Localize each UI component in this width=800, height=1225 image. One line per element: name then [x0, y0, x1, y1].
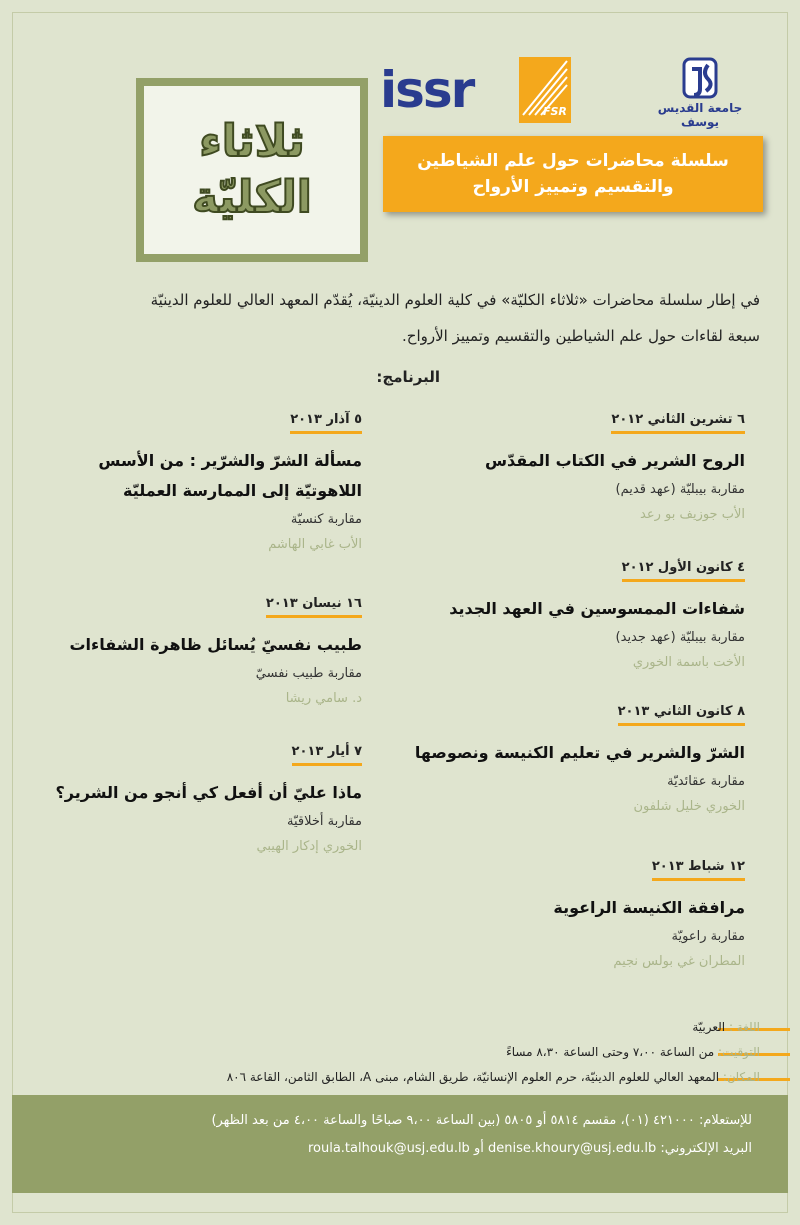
lecture-title: شفاءات الممسوسين في العهد الجديد: [449, 599, 745, 618]
email-label: البريد الإلكتروني:: [660, 1141, 752, 1156]
info-time-label: التوقيت:: [718, 1045, 760, 1059]
lecture-title-line2: اللاهوتيّة إلى الممارسة العمليّة: [122, 481, 362, 500]
lecture-speaker: الخوري خليل شلفون: [633, 799, 745, 814]
topic-banner-line2: والتقسيم وتمييز الأرواح: [472, 177, 674, 197]
topic-banner-line1: سلسلة محاضرات حول علم الشياطين: [417, 151, 729, 171]
lecture-3: [400, 700, 745, 814]
lecture-title: ماذا عليّ أن أفعل كي أنجو من الشرير؟: [55, 783, 362, 802]
lecture-date: ٦ تشرين الثاني ٢٠١٢: [611, 412, 745, 434]
lecture-speaker: الخوري إدكار الهيبي: [256, 839, 362, 854]
lecture-approach: مقاربة طبيب نفسيّ: [255, 666, 362, 681]
issr-logo: [380, 60, 480, 120]
lecture-title: الشرّ والشرير في تعليم الكنيسة ونصوصها: [414, 743, 745, 762]
contact-footer: [12, 1095, 788, 1193]
issr-logo-text: issr: [380, 61, 474, 119]
info-place-label: المكان:: [722, 1070, 760, 1084]
lecture-approach: مقاربة عقائديّة: [667, 774, 745, 789]
lecture-speaker: الأب غابي الهاشم: [268, 537, 362, 552]
usj-logo: [640, 55, 760, 129]
info-language-value: العربيّة: [692, 1020, 726, 1034]
lecture-date: ٧ أيار ٢٠١٣: [292, 744, 362, 766]
email-link-roula[interactable]: roula.talhouk@usj.edu.lb: [307, 1141, 470, 1156]
program-heading: البرنامج:: [376, 368, 440, 386]
lecture-date: ٥ آذار ٢٠١٣: [290, 412, 362, 434]
lecture-4: [400, 855, 745, 969]
lecture-2: [400, 556, 745, 670]
fsr-logo-text: FSR: [543, 105, 567, 118]
series-title-box: [136, 78, 368, 262]
lecture-speaker: المطران غي بولس نجيم: [613, 954, 745, 969]
lecture-5: [40, 408, 362, 552]
lecture-date: ١٢ شباط ٢٠١٣: [652, 859, 745, 881]
lecture-speaker: د. سامي ريشا: [285, 691, 362, 706]
lecture-7: [40, 740, 362, 854]
info-time: [60, 1045, 760, 1059]
fsr-logo: [515, 55, 575, 125]
contact-email-line: [12, 1141, 752, 1156]
lecture-title: الروح الشرير في الكتاب المقدّس: [484, 451, 745, 470]
series-title-line1: ثلاثاء: [199, 116, 305, 167]
lecture-date: ٨ كانون الثاني ٢٠١٣: [618, 704, 745, 726]
info-place-value: المعهد العالي للعلوم الدينيّة، حرم العلوم الإنسانيّة، طريق الشام، مبنى A، الطابق الثامن، القاعة ٨٠٦: [226, 1070, 720, 1084]
series-title-line2: الكليّة: [192, 172, 312, 223]
info-language: [60, 1020, 760, 1034]
lecture-approach: مقاربة أخلاقيّة: [286, 814, 362, 829]
lecture-speaker: الأب جوزيف بو رعد: [640, 507, 745, 522]
lecture-date: ١٦ نيسان ٢٠١٣: [266, 596, 362, 618]
lecture-title: [40, 446, 362, 506]
lecture-approach: مقاربة بيبليّة (عهد جديد): [615, 630, 745, 645]
lecture-date: ٤ كانون الأول ٢٠١٢: [622, 560, 745, 582]
topic-banner: [383, 136, 763, 212]
info-time-value: من الساعة ٧،٠٠ وحتى الساعة ٨،٣٠ مساءً: [506, 1045, 715, 1059]
intro-line1: في إطار سلسلة محاضرات «ثلاثاء الكليّة» في كلية العلوم الدينيّة، يُقدّم المعهد العالي للعلوم الدينيّة: [150, 291, 760, 309]
lecture-title: طبيب نفسيّ يُسائل ظاهرة الشفاءات: [69, 635, 362, 654]
lecture-approach: مقاربة بيبليّة (عهد قديم): [615, 482, 745, 497]
email-link-denise[interactable]: denise.khoury@usj.edu.lb: [487, 1141, 657, 1156]
lecture-title-line1: مسألة الشرّ والشرّير : من الأسس: [98, 451, 362, 470]
lecture-1: [400, 408, 745, 522]
series-title-inner: [144, 86, 360, 254]
email-or: أو: [473, 1141, 484, 1156]
lecture-title: مرافقة الكنيسة الراعوية: [553, 898, 745, 917]
usj-logo-text: جامعة القديس يوسف: [657, 101, 743, 129]
intro-paragraph: [60, 282, 760, 354]
intro-line2: سبعة لقاءات حول علم الشياطين والتقسيم وتمييز الأرواح.: [402, 327, 760, 345]
lecture-6: [40, 592, 362, 706]
info-place: [60, 1070, 760, 1084]
info-language-label: اللغة :: [728, 1020, 760, 1034]
lecture-approach: مقاربة كنسيّة: [290, 512, 362, 527]
lecture-approach: مقاربة راعويّة: [671, 929, 745, 944]
lecture-speaker: الأخت باسمة الخوري: [632, 655, 745, 670]
contact-phone-line: للإستعلام: ٤٢١٠٠٠ (٠١)، مقسم ٥٨١٤ أو ٥٨٠٥ (بين الساعة ٩،٠٠ صباحًا والساعة ٤،٠٠ من بعد الظهر): [211, 1113, 752, 1128]
